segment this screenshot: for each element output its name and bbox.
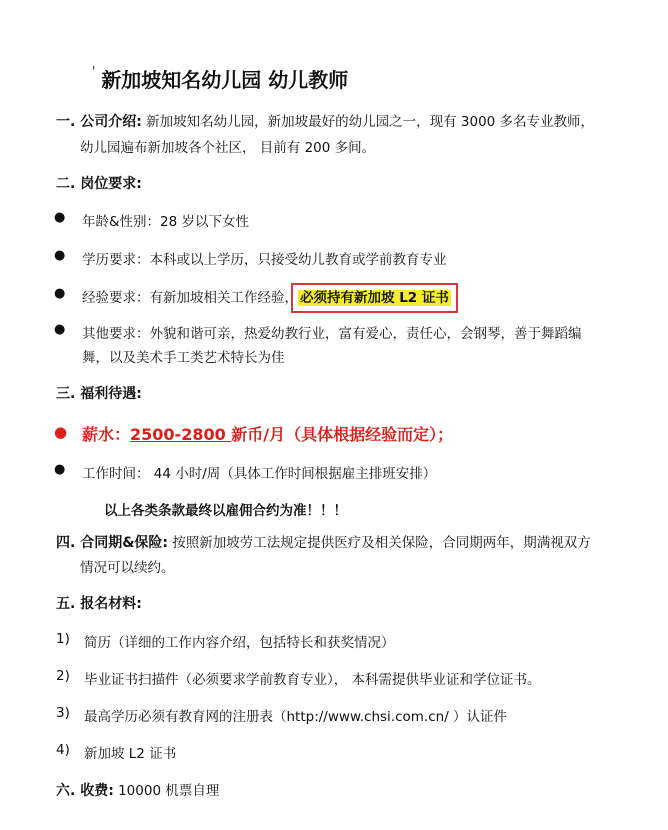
req-other [54, 322, 582, 342]
contract-line1: 按照新加坡劳工法规定提供医疗及相关保险，合同期两年，期满视双方 [172, 535, 591, 551]
req-experience-text: 经验要求：有新加坡相关工作经验， [82, 290, 298, 306]
list-number: 1) [56, 631, 70, 647]
title-mark: ' [92, 64, 96, 78]
section-heading-fees: 六. 收费: [56, 783, 114, 799]
bullet-icon: ● [54, 462, 66, 477]
list-item-text: 新加坡 L2 证书 [84, 746, 177, 762]
salary-range: 2500-2800 [130, 425, 232, 444]
section-company-intro [56, 110, 594, 131]
l2-certificate-highlight: 必须持有新加坡 L2 证书 [300, 290, 449, 306]
working-hours-text: 工作时间： 44 小时/周（具体工作时间根据雇主排班安排） [82, 466, 437, 482]
bullet-icon: ● [54, 248, 66, 263]
req-experience [54, 286, 451, 306]
section-heading-requirements: 二. 岗位要求: [56, 176, 142, 192]
req-other-line2: 舞，以及美术手工类艺术特长为佳 [82, 350, 285, 366]
section-heading-contract: 四. 合同期&保险: [56, 535, 168, 551]
list-number: 3) [56, 705, 70, 721]
list-number: 2) [56, 668, 70, 684]
req-age-text: 年龄&性别：28 岁以下女性 [82, 214, 249, 230]
list-item [56, 705, 508, 725]
req-age [54, 210, 249, 230]
working-hours [54, 462, 437, 482]
contract-notice: 以上各类条款最终以雇佣合约为准！！！ [104, 503, 347, 519]
contract-line2: 情况可以续约。 [80, 560, 175, 576]
req-other-line1: 其他要求：外貌和谐可亲，热爱幼教行业，富有爱心，责任心，会钢琴，善于舞蹈编 [82, 326, 582, 342]
list-item [56, 668, 541, 688]
company-intro-line1: 新加坡知名幼儿园，新加坡最好的幼儿园之一，现有 3000 多名专业教师， [146, 114, 595, 130]
salary-line [54, 422, 454, 445]
section-heading-benefits: 三. 福利待遇: [56, 386, 142, 402]
bullet-icon: ● [54, 210, 66, 225]
section-heading-materials: 五. 报名材料: [56, 596, 142, 612]
list-number: 4) [56, 742, 70, 758]
list-item [56, 631, 395, 651]
document-title [92, 64, 348, 93]
bullet-icon: ● [54, 423, 68, 441]
section-heading-company: 一. 公司介绍: [56, 114, 142, 130]
bullet-icon: ● [54, 322, 66, 337]
list-item-text: 最高学历必须有教育网的注册表（http://www.chsi.com.cn/ ）认证件 [84, 709, 508, 725]
title-text: 新加坡知名幼儿园 幼儿教师 [101, 68, 349, 92]
list-item-text: 简历（详细的工作内容介绍，包括特长和获奖情况） [84, 635, 395, 651]
bullet-icon: ● [54, 286, 66, 301]
list-item-text: 毕业证书扫描件（必须要求学前教育专业）， 本科需提供毕业证和学位证书。 [84, 672, 541, 688]
req-education-text: 学历要求：本科或以上学历，只接受幼儿教育或学前教育专业 [82, 252, 447, 268]
salary-unit: 新币/月（具体根据经验而定）； [231, 425, 454, 444]
company-intro-line2: 幼儿园遍布新加坡各个社区， 目前有 200 多间。 [80, 140, 376, 156]
section-contract [56, 531, 591, 552]
req-education [54, 248, 447, 268]
fees-text: 10000 机票自理 [118, 783, 220, 799]
section-fees [56, 779, 219, 800]
salary-label: 薪水： [82, 425, 131, 444]
list-item [56, 742, 177, 762]
